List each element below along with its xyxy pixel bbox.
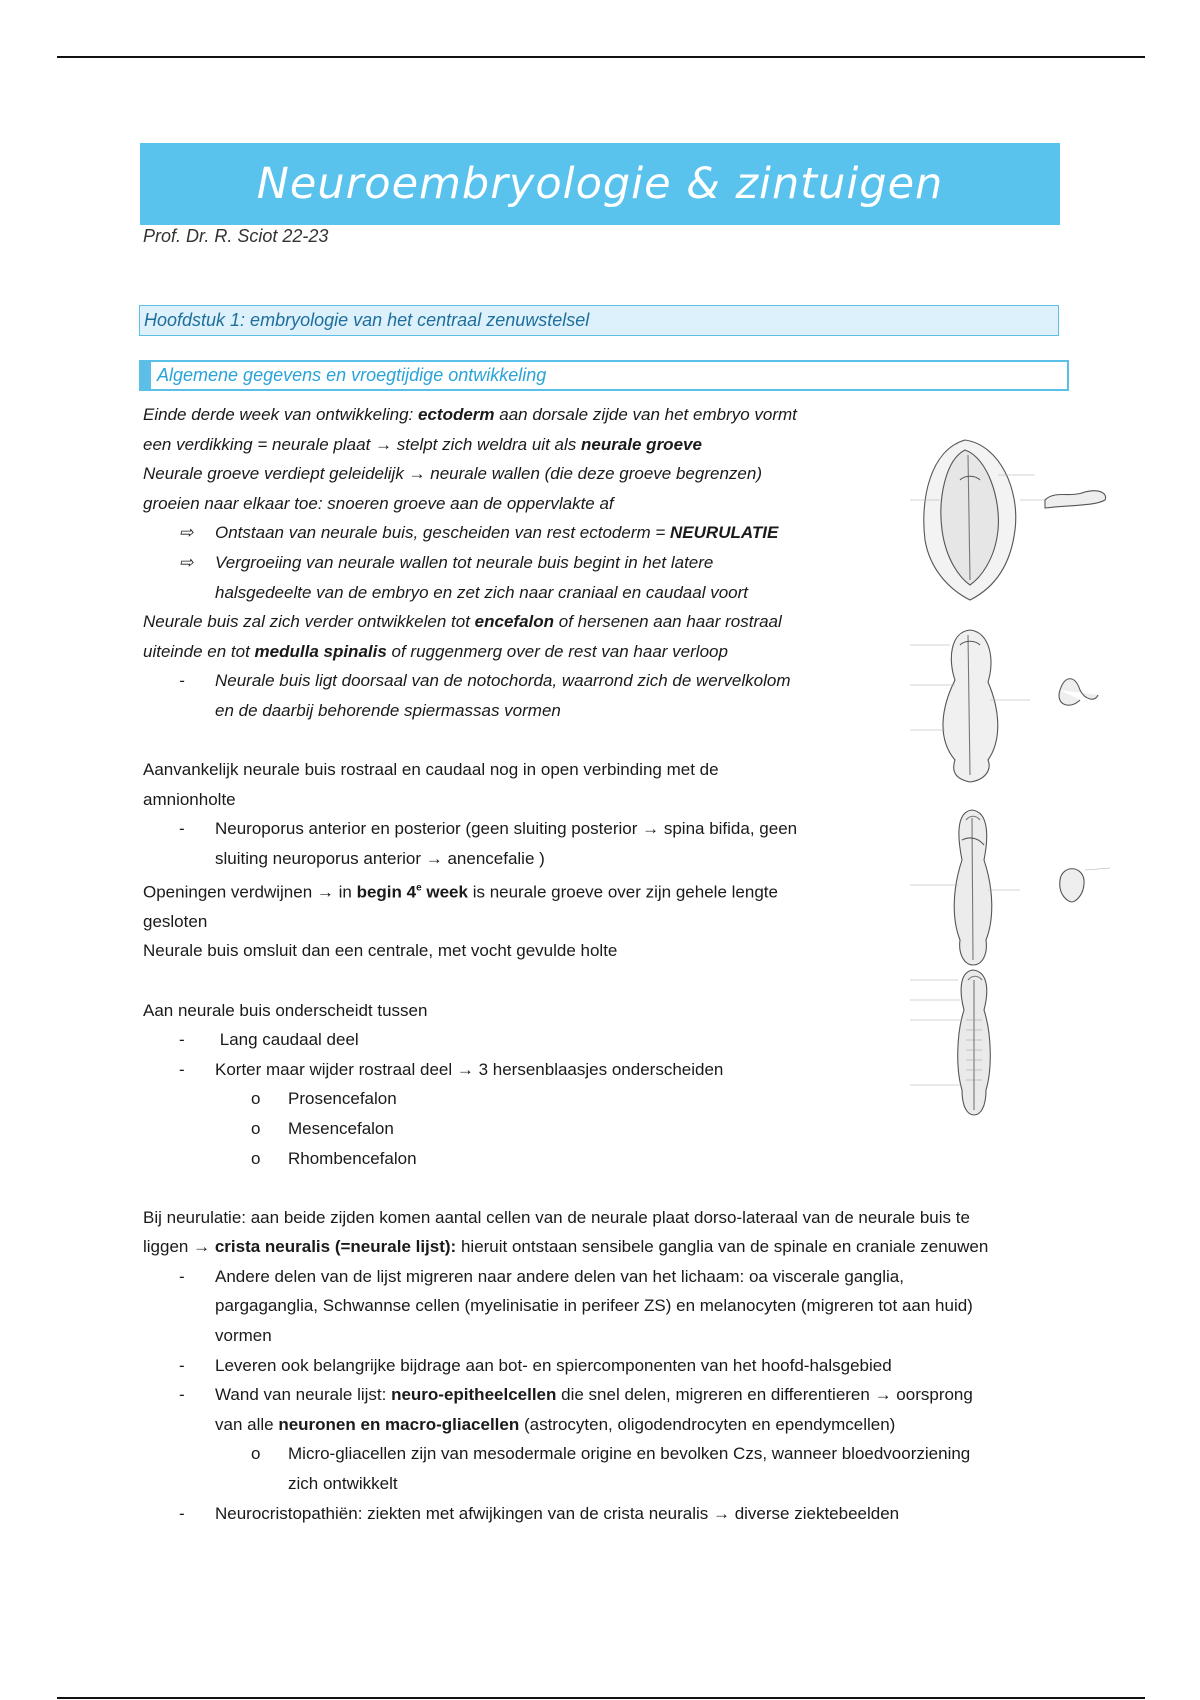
paragraph-line: Aanvankelijk neurale buis rostraal en caudaal nog in open verbinding met de [143, 760, 719, 780]
list-item: - Neurale buis ligt doorsaal van de notochorda, waarrond zich de wervelkolom [143, 666, 1063, 696]
top-rule [57, 56, 1145, 58]
paragraph-line: liggen → crista neuralis (=neurale lijst): hieruit ontstaan sensibele ganglia van de spinale en craniale zenuwen [143, 1237, 989, 1257]
list-item: ⇨ Vergroeiing van neurale wallen tot neurale buis begint in het latere [143, 548, 1063, 578]
bottom-rule [57, 1697, 1145, 1699]
paragraph-line: gesloten [143, 911, 208, 931]
list-item-continuation: pargaganglia, Schwannse cellen (myelinisatie in perifeer ZS) en melanocyten (migreren tot aan huid) [215, 1296, 973, 1316]
paragraph-line: Neurale buis zal zich verder ontwikkelen tot encefalon of hersenen aan haar rostraal [143, 612, 782, 632]
circle-bullet: o [251, 1444, 261, 1464]
dash-bullet: - [179, 671, 185, 691]
list-item-continuation: sluiting neuroporus anterior → anencefalie ) [215, 848, 545, 868]
embryo-stage-4 [910, 970, 990, 1115]
paragraph-line: Einde derde week van ontwikkeling: ectoderm aan dorsale zijde van het embryo vormt [143, 405, 797, 424]
sub-list-item: o Prosencefalon [143, 1084, 1063, 1114]
list-item: - Neurocristopathiën: ziekten met afwijkingen van de crista neuralis → diverse ziektebeelden [143, 1499, 1063, 1529]
sub-list-item: o Micro-gliacellen zijn van mesodermale origine en bevolken Czs, wanneer bloedvoorziening [143, 1439, 1063, 1469]
chapter-heading-text: Hoofdstuk 1: embryologie van het centraal zenuwstelsel [144, 310, 590, 330]
embryo-stage-1 [910, 440, 1106, 600]
list-item: - Andere delen van de lijst migreren naar andere delen van het lichaam: oa viscerale ganglia, [143, 1262, 1063, 1292]
list-item-continuation: van alle neuronen en macro-gliacellen (astrocyten, oligodendrocyten en ependymcellen) [215, 1414, 896, 1434]
paragraph-line: uiteinde en tot medulla spinalis of ruggenmerg over de rest van haar verloop [143, 641, 728, 661]
paragraph-line: amnionholte [143, 789, 236, 809]
sub-list-item-continuation: zich ontwikkelt [288, 1474, 398, 1494]
circle-bullet: o [251, 1118, 261, 1138]
dash-bullet: - [179, 1503, 185, 1523]
dash-bullet: - [179, 1385, 185, 1405]
list-item: - Leveren ook belangrijke bijdrage aan bot- en spiercomponenten van het hoofd-halsgebied [143, 1351, 1063, 1381]
section-heading-text: Algemene gegevens en vroegtijdige ontwikkeling [157, 365, 547, 385]
embryo-stage-3 [910, 810, 1110, 965]
embryo-stage-2 [910, 630, 1098, 782]
dash-bullet: - [179, 1030, 185, 1050]
dash-bullet: - [179, 1059, 185, 1079]
chapter-heading [139, 305, 1059, 336]
paragraph-line: Neurale buis omsluit dan een centrale, met vocht gevulde holte [143, 941, 618, 961]
list-item: - Wand van neurale lijst: neuro-epitheelcellen die snel delen, migreren en differentieren → oorsprong [143, 1380, 1063, 1410]
circle-bullet: o [251, 1089, 261, 1109]
sub-list-item: o Rhombencefalon [143, 1144, 1063, 1174]
list-item-continuation: vormen [215, 1326, 272, 1346]
list-item: - Neuroporus anterior en posterior (geen sluiting posterior → spina bifida, geen [143, 814, 1063, 844]
arrow-bullet-icon: ⇨ [179, 523, 194, 543]
paragraph-line: Neurale groeve verdiept geleidelijk → neurale wallen (die deze groeve begrenzen) [143, 464, 762, 484]
paragraph-line: groeien naar elkaar toe: snoeren groeve aan de oppervlakte af [143, 493, 614, 513]
neurulation-illustration [870, 420, 1150, 1130]
document-title: Neuroembryologie & zintuigen [256, 159, 944, 209]
arrow-bullet-icon: ⇨ [179, 552, 194, 572]
paragraph-line: een verdikking = neurale plaat → stelpt zich weldra uit als neurale groeve [143, 434, 702, 454]
list-item-continuation: halsgedeelte van de embryo en zet zich naar craniaal en caudaal voort [215, 582, 749, 602]
author-line: Prof. Dr. R. Sciot 22-23 [143, 226, 329, 246]
dash-bullet: - [179, 819, 185, 839]
title-banner [140, 143, 1060, 225]
list-item: - Lang caudaal deel [143, 1025, 1063, 1055]
paragraph-line: Bij neurulatie: aan beide zijden komen aantal cellen van de neurale plaat dorso-lateraal van de neurale buis te [143, 1207, 970, 1227]
circle-bullet: o [251, 1148, 261, 1168]
sub-list-item: o Mesencefalon [143, 1114, 1063, 1144]
list-item-continuation: en de daarbij behorende spiermassas vormen [215, 700, 561, 720]
section-heading [139, 360, 1069, 391]
dash-bullet: - [179, 1266, 185, 1286]
list-item: - Korter maar wijder rostraal deel → 3 hersenblaasjes onderscheiden [143, 1055, 1063, 1085]
paragraph-line: Openingen verdwijnen → in begin 4e week is neurale groeve over zijn gehele lengte [143, 882, 778, 902]
list-item: ⇨ Ontstaan van neurale buis, gescheiden van rest ectoderm = NEURULATIE [143, 518, 1063, 548]
dash-bullet: - [179, 1355, 185, 1375]
paragraph-line: Aan neurale buis onderscheidt tussen [143, 1000, 428, 1020]
